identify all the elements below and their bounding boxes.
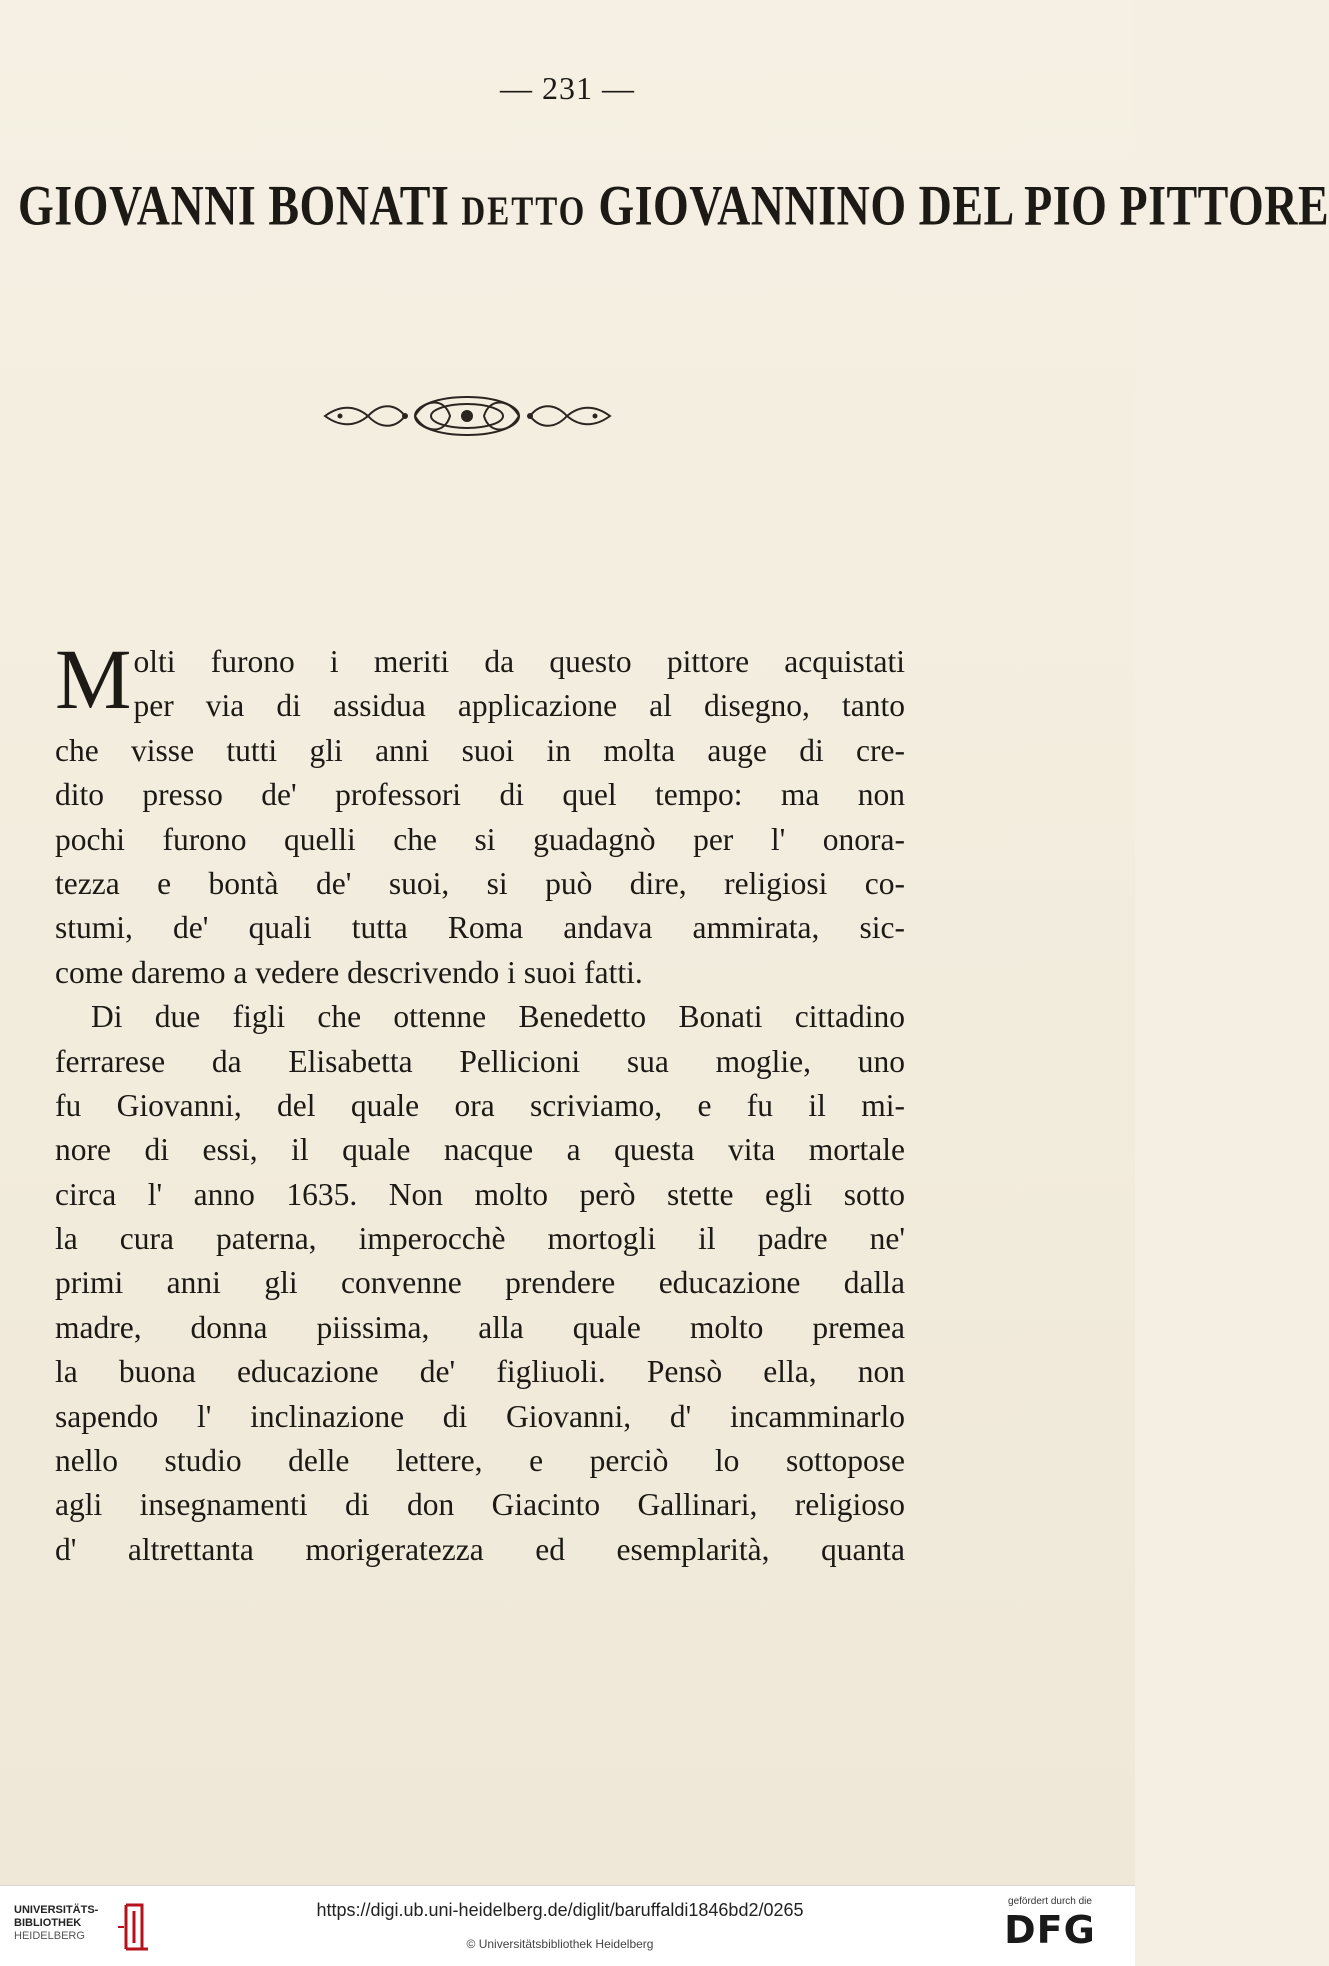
copyright-notice: © Universitätsbibliothek Heidelberg: [466, 1937, 654, 1951]
text-line: come daremo a vedere descrivendo i suoi fatti.: [55, 954, 643, 990]
library-name-line: UNIVERSITÄTS-: [14, 1904, 99, 1916]
dfg-logo-icon[interactable]: DFG: [1004, 1908, 1096, 1952]
viewer-footer: [0, 1885, 1135, 1966]
text-line: pochi furono quelli che si guadagnò per l' onora-: [55, 821, 905, 857]
text-line: primi anni gli convenne prendere educazione dalla: [55, 1265, 905, 1301]
text-line: tezza e bontà de' suoi, si può dire, religiosi co-: [55, 865, 905, 901]
chapter-title: [18, 172, 1329, 238]
text-line: fu Giovanni, del quale ora scriviamo, e fu il mi-: [55, 1087, 905, 1123]
text-line: ferrarese da Elisabetta Pellicioni sua moglie, uno: [55, 1043, 905, 1079]
library-name-line: HEIDELBERG: [14, 1930, 85, 1942]
funding-text: gefördert durch die: [1008, 1896, 1092, 1907]
funder-block: [985, 1896, 1115, 1951]
text-line: d' altrettanta morigeratezza ed esemplarità, quanta: [55, 1531, 905, 1567]
text-line: dito presso de' professori di quel tempo: ma non: [55, 777, 905, 813]
library-name: [14, 1904, 98, 1943]
text-line: circa l' anno 1635. Non molto però stette egli sotto: [55, 1176, 905, 1212]
title-name: GIOVANNI BONATI: [18, 173, 450, 237]
text-line: nore di essi, il quale nacque a questa vita mortale: [55, 1132, 905, 1168]
text-line: per via di assidua applicazione al disegno, tanto: [133, 688, 905, 724]
text-line: la buona educazione de' figliuoli. Pensò ella, non: [55, 1354, 905, 1390]
text-line: madre, donna piissima, alla quale molto premea: [55, 1309, 905, 1345]
page-number: — 231 —: [500, 70, 635, 106]
text-line: che visse tutti gli anni suoi in molta auge di cre-: [55, 732, 905, 768]
text-line: la cura paterna, imperocchè mortogli il padre ne': [55, 1221, 905, 1257]
library-name-line: BIBLIOTHEK: [14, 1917, 82, 1929]
decorative-ornament-icon: [320, 393, 615, 439]
text-line: sapendo l' inclinazione di Giovanni, d' incamminarlo: [55, 1398, 905, 1434]
text-line: Di due figli che ottenne Benedetto Bonati cittadino: [91, 999, 905, 1035]
text-line: agli insegnamenti di don Giacinto Gallinari, religioso: [55, 1487, 905, 1523]
title-detto: DETTO: [461, 189, 587, 235]
text-line: stumi, de' quali tutta Roma andava ammirata, sic-: [55, 910, 905, 946]
body-text: [55, 631, 905, 1572]
permalink-url[interactable]: https://digi.ub.uni-heidelberg.de/diglit/baruffaldi1846bd2/0265: [316, 1900, 804, 1920]
text-line: nello studio delle lettere, e perciò lo sottopose: [55, 1443, 905, 1479]
title-nickname: GIOVANNINO DEL PIO PITTORE: [598, 173, 1329, 237]
text-line: olti furono i meriti da questo pittore acquistati: [133, 644, 905, 679]
drop-cap: M: [55, 631, 132, 727]
